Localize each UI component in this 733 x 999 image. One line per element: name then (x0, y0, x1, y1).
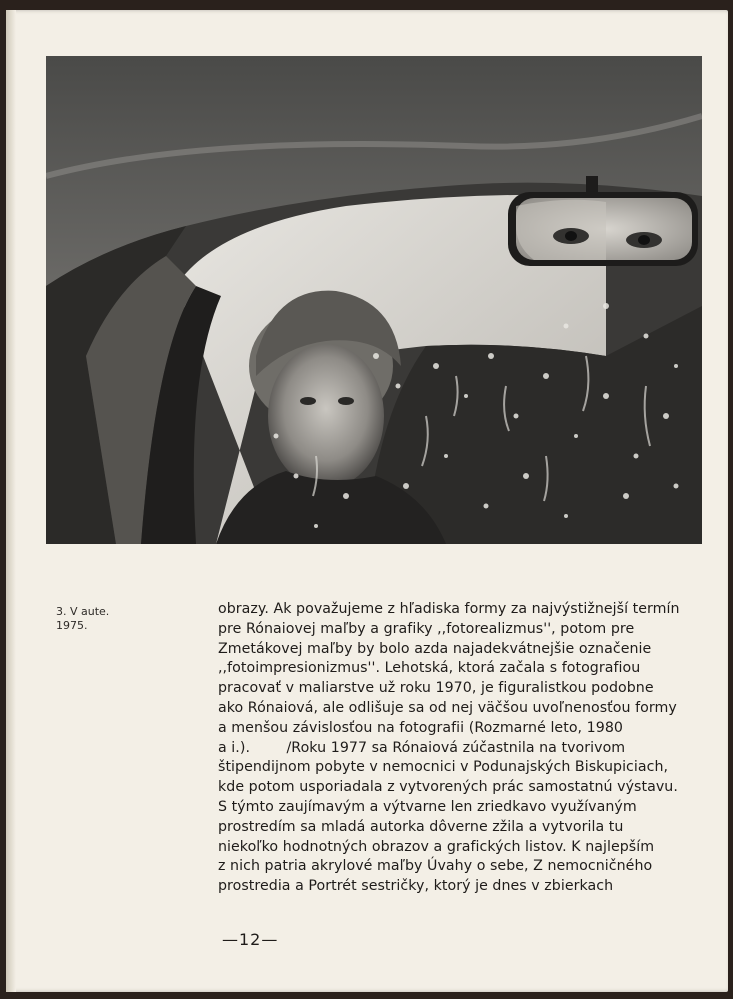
text-line: a i.). /Roku 1977 sa Rónaiová zúčastnila na tvorivom (218, 739, 626, 756)
photograph-in-car (46, 56, 702, 544)
caption-year: 1975. (56, 619, 88, 632)
page-edge (6, 10, 16, 992)
text-line: a menšou závislosťou na fotografii (Rozmarné leto, 1980 (218, 719, 623, 736)
caption-title: 3. V aute. (56, 605, 110, 618)
body-paragraph (218, 600, 688, 897)
text-line: kde potom usporiadala z vytvorených prác samostatnú výstavu. (218, 779, 678, 796)
text-line: prostredím sa mladá autorka dôverne zžila a vytvorila tu (218, 818, 624, 835)
photo-caption (56, 605, 109, 633)
text-line: S týmto zaujímavým a výtvarne len zriedkavo využívaným (218, 798, 637, 815)
photo-illustration (46, 56, 702, 544)
page-number: —12— (222, 930, 279, 949)
text-line: štipendijnom pobyte v nemocnici v Podunajských Biskupiciach, (218, 759, 669, 776)
text-line: pre Rónaiovej maľby a grafiky ,,fotorealizmus'', potom pre (218, 620, 635, 637)
text-line: ,,fotoimpresionizmus''. Lehotská, ktorá začala s fotografiou (218, 660, 641, 677)
text-line: prostredia a Portrét sestričky, ktorý je dnes v zbierkach (218, 878, 614, 895)
text-line: niekoľko hodnotných obrazov a grafických listov. K najlepším (218, 838, 655, 855)
text-line: Zmetákovej maľby by bolo azda najadekvátnejšie označenie (218, 640, 652, 657)
text-line: pracovať v maliarstve už roku 1970, je figuralistkou podobne (218, 680, 654, 697)
text-line: z nich patria akrylové maľby Úvahy o sebe, Z nemocničného (218, 858, 653, 875)
text-line: ako Rónaiová, ale odlišuje sa od nej väčšou uvoľnenosťou formy (218, 699, 677, 716)
text-line: obrazy. Ak považujeme z hľadiska formy za najvýstižnejší termín (218, 601, 680, 617)
